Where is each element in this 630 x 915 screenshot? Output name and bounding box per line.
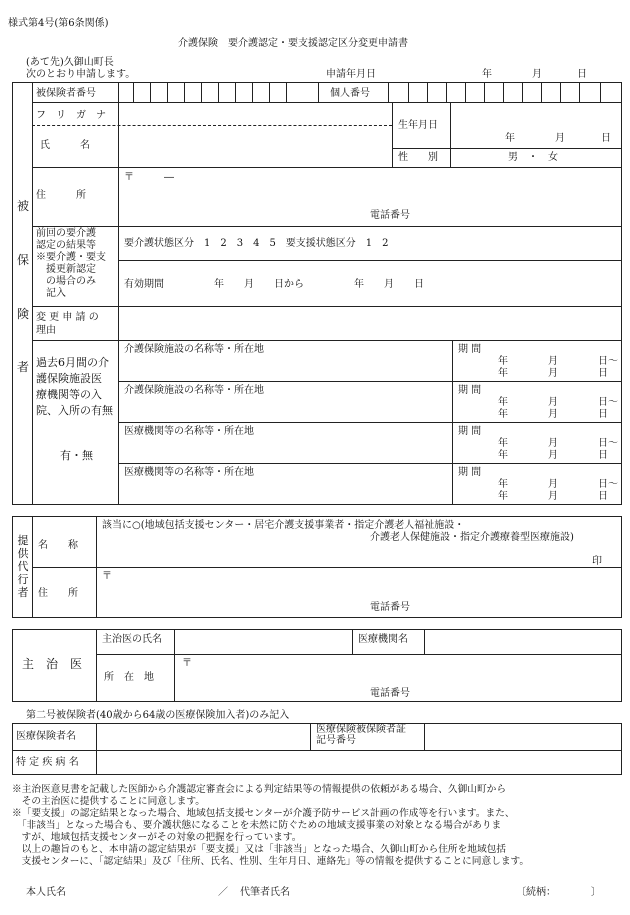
application-date-year[interactable]: 年 (482, 69, 492, 80)
agent-name-label: 名 称 (38, 540, 78, 551)
doctor-label: 主 治 医 (22, 657, 83, 671)
personal-number-label: 個人番号 (330, 88, 370, 99)
valid-period[interactable]: 有効期間 年 月 日から 年 月 日 (124, 279, 424, 290)
birth-day[interactable]: 日 (601, 133, 611, 144)
intro-text: 次のとおり申請します。 (26, 69, 136, 80)
agent-type-line2[interactable]: 介護老人保健施設・指定介護療養型医療施設) (370, 532, 574, 543)
doctor-postal[interactable]: 〒 (182, 658, 192, 669)
care-level-options[interactable]: 要介護状態区分 1 2 3 4 5 要支援状態区分 1 2 (124, 238, 389, 249)
specific-disease-label: 特 定 疾 病 名 (16, 757, 79, 768)
relation-field[interactable]: 〔続柄： 〕 (516, 887, 601, 898)
facility-history-label: 過去6月間の介 護保険施設医 療機関等の入 院、入所の有無 (36, 356, 113, 417)
sex-options[interactable]: 男 ・ 女 (508, 152, 558, 163)
doctor-address-label: 所 在 地 (104, 672, 154, 683)
agent-postal[interactable]: 〒 (102, 571, 112, 582)
address-postal[interactable]: 〒 ― (124, 172, 174, 183)
agent-vertical-label: 提 供 代 行 者 (17, 534, 29, 599)
proxy-name-label: 代筆者氏名 (240, 887, 290, 898)
agent-phone-label: 電話番号 (370, 602, 410, 613)
self-name-label: 本人氏名 (26, 887, 66, 898)
change-reason-label: 変 更 申 請 の 理由 (36, 312, 99, 336)
addressee: (あて先)久御山町長 (26, 57, 114, 68)
application-date-day[interactable]: 日 (577, 69, 587, 80)
agent-address-label: 住 所 (38, 588, 78, 599)
birth-year[interactable]: 年 (505, 133, 515, 144)
application-date-month[interactable]: 月 (532, 69, 542, 80)
address-phone-label: 電話番号 (370, 210, 410, 221)
insurance-cert-label: 医療保険被保険者証 記号番号 (316, 724, 406, 746)
doctor-name-label: 主治医の氏名 (102, 634, 162, 645)
birth-date-label: 生年月日 (398, 120, 438, 131)
facility-history-choice[interactable]: 有・無 (60, 449, 93, 462)
agent-seal: 印 (592, 556, 602, 567)
consent-notes: ※主治医意見書を記載した医師から介護認定審査会による判定結果等の情報提供の依頼がある場合、久御山町から その主治医に提供することに同意します。 ※「要支援」の認定結果となった場合、地域包括支援センターが介護予防サービス計画の作成等を行います。また、 「非該当」となった場合も、要介護状態になることを未然に防ぐための地域支援事業の対象となる場合がありま すが、地域包括支援センターがその対象の把握を行っています。 以上の趣旨のもと、本申請の認定結果が「要支援」又は「非該当」となった場合、久御山町から住所を地域包括 支援センターに、「認定結果」及び「住所、氏名、性別、生年月日、連絡先」等の情報を提供することに同意します。 (12, 784, 530, 867)
furigana-label: フ リ ガ ナ (36, 110, 106, 121)
name-label: 氏 名 (40, 140, 90, 151)
sex-label: 性 別 (398, 152, 438, 163)
insurer-name-label: 医療保険者名 (16, 731, 76, 742)
doctor-institution-label: 医療機関名 (358, 634, 408, 645)
application-date-label: 申請年月日 (326, 69, 376, 80)
birth-month[interactable]: 月 (555, 133, 565, 144)
form-number: 様式第4号(第6条関係) (8, 18, 109, 29)
signature-slash: ／ (218, 887, 228, 898)
insured-number-label: 被保険者番号 (36, 88, 96, 99)
address-label: 住 所 (36, 190, 86, 201)
second-insured-heading: 第二号被保険者(40歳から64歳の医療保険加入者)のみ記入 (26, 710, 290, 721)
previous-result-label: 前回の要介護 認定の結果等 ※要介護・要支 援更新認定 の場合のみ 記入 (36, 228, 106, 299)
agent-type-line1[interactable]: 該当に○(地域包括支援センター・居宅介護支援事業者・指定介護老人福祉施設・ (102, 520, 465, 531)
insured-vertical-label: 被 保 険 者 (16, 199, 29, 375)
page-title: 介護保険 要介護認定・要支援認定区分変更申請書 (178, 38, 408, 49)
doctor-phone-label: 電話番号 (370, 688, 410, 699)
